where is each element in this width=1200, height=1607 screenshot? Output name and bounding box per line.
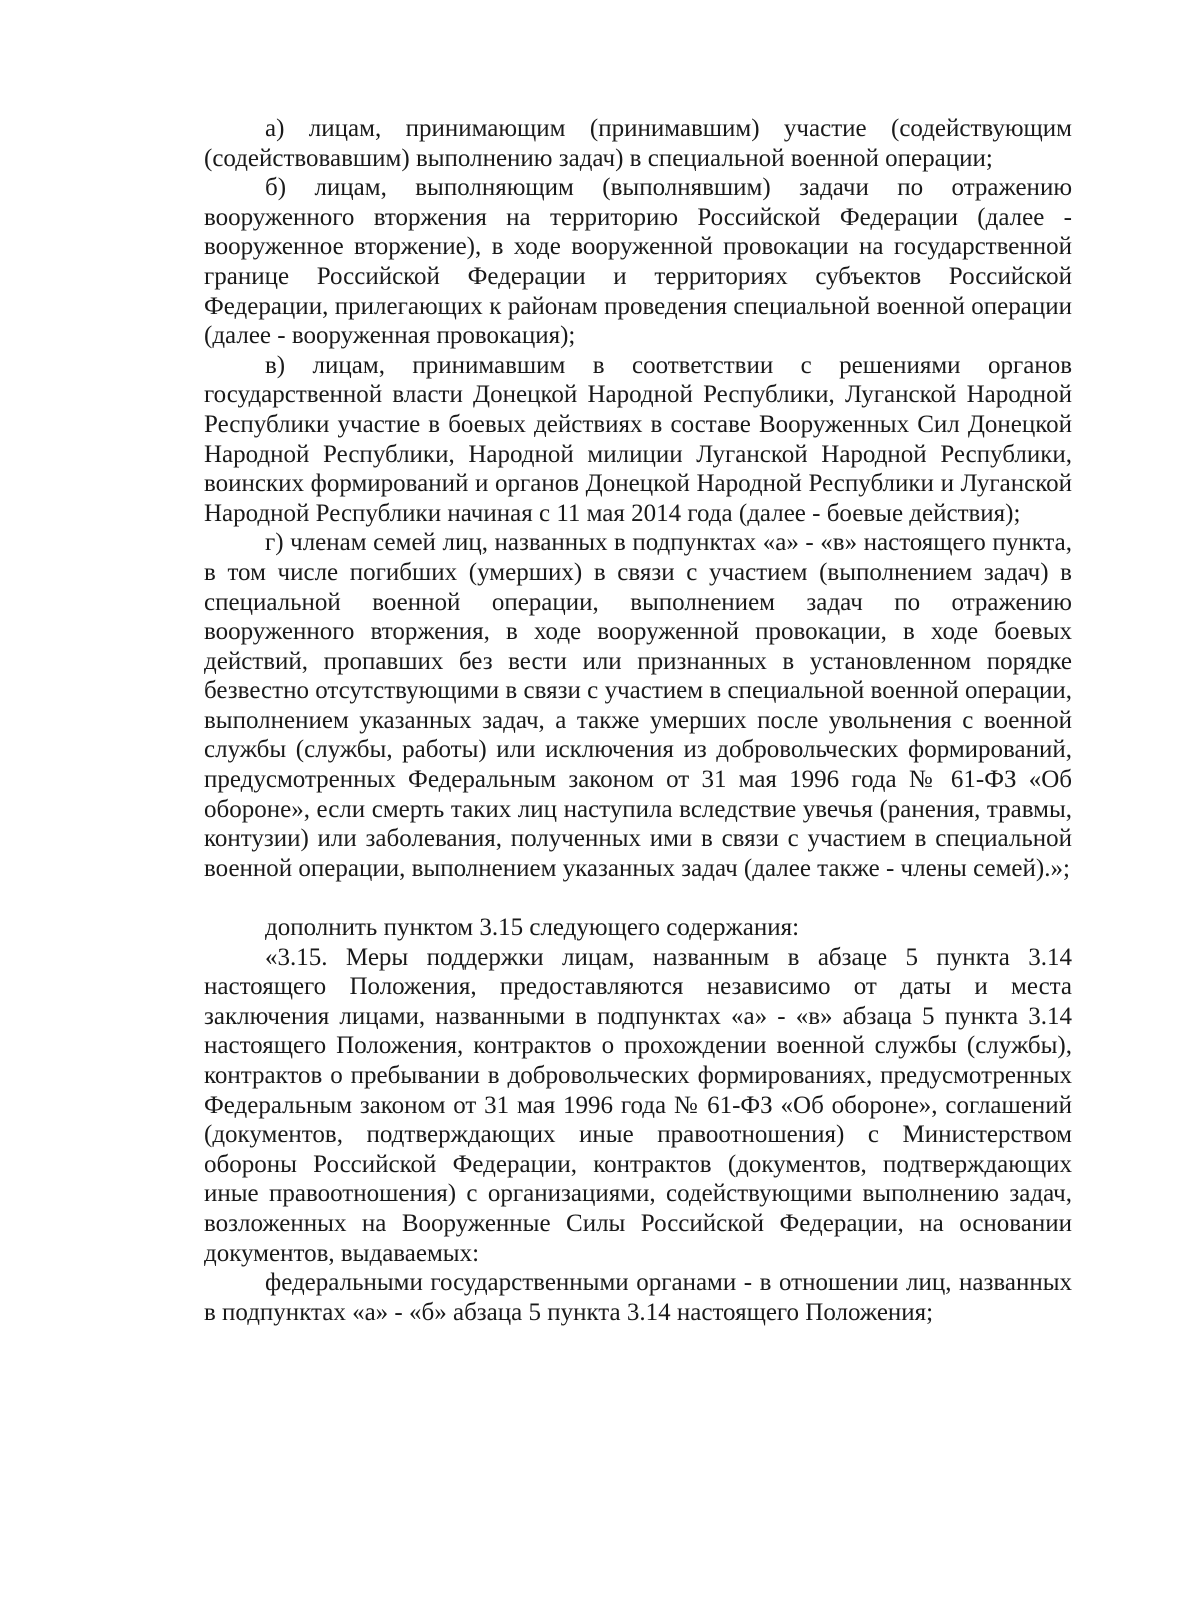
paragraph-subitem-v: в) лицам, принимавшим в соответствии с решениями органов государственной власти Донецкой Народной Республики, Луганской Народной Республики участие в боевых действиях в составе Вооруженных Сил Донецкой Народной Республики, Народной милиции Луганской Народной Республики, воинских формирований и органов Донецкой Народной Республики и Луганской Народной Республики начиная с 11 мая 2014 года (далее - боевые действия); [204, 351, 1072, 527]
paragraph-add-item: дополнить пунктом 3.15 следующего содержания: [265, 914, 800, 942]
paragraph-subitem-b: б) лицам, выполняющим (выполнявшим) задачи по отражению вооруженного вторжения на территорию Российской Федерации (далее - вооруженное вторжение), в ходе вооруженной провокации на государственной границе Российской Федерации и территориях субъектов Российской Федерации, прилегающих к районам проведения специальной военной операции (далее - вооруженная провокация); [204, 174, 1072, 350]
paragraph-subitem-g: г) членам семей лиц, названных в подпунктах «а» - «в» настоящего пункта, в том числе погибших (умерших) в связи с участием (выполнением задач) в специальной военной операции, выполнением задач по отражению вооруженного вторжения, в ходе вооруженной провокации, в ходе боевых действий, пропавших без вести или признанных в установленном порядке безвестно отсутствующими в связи с участием в специальной военной операции, выполнением указанных задач, а также умерших после увольнения с военной службы (службы, работы) или исключения из добровольческих формирований, предусмотренных Федеральным законом от 31 мая 1996 года № 61-ФЗ «Об обороне», если смерть таких лиц наступила вследствие увечья (ранения, травмы, контузии) или заболевания, полученных ими в связи с участием в специальной военной операции, выполнением указанных задач (далее также - члены семей).»; [204, 529, 1072, 882]
paragraph-subitem-a: а) лицам, принимающим (принимавшим) участие (содействующим (содействовавшим) выполнению задач) в специальной военной операции; [204, 115, 1072, 172]
paragraph-federal-bodies: федеральными государственными органами - в отношении лиц, названных в подпунктах «а» - «б» абзаца 5 пункта 3.14 настоящего Положения; [204, 1269, 1072, 1326]
paragraph-gap [204, 883, 1072, 913]
document-body [204, 114, 1072, 1327]
paragraph-item-3-15: «3.15. Меры поддержки лицам, названным в абзаце 5 пункта 3.14 настоящего Положения, предоставляются независимо от даты и места заключения лицами, названными в подпунктах «а» - «в» абзаца 5 пункта 3.14 настоящего Положения, контрактов о прохождении военной службы (службы), контрактов о пребывании в добровольческих формированиях, предусмотренных Федеральным законом от 31 мая 1996 года № 61-ФЗ «Об обороне», соглашений (документов, подтверждающих иные правоотношения) с Министерством обороны Российской Федерации, контрактов (документов, подтверждающих иные правоотношения) с организациями, содействующими выполнению задач, возложенных на Вооруженные Силы Российской Федерации, на основании документов, выдаваемых: [204, 943, 1072, 1267]
